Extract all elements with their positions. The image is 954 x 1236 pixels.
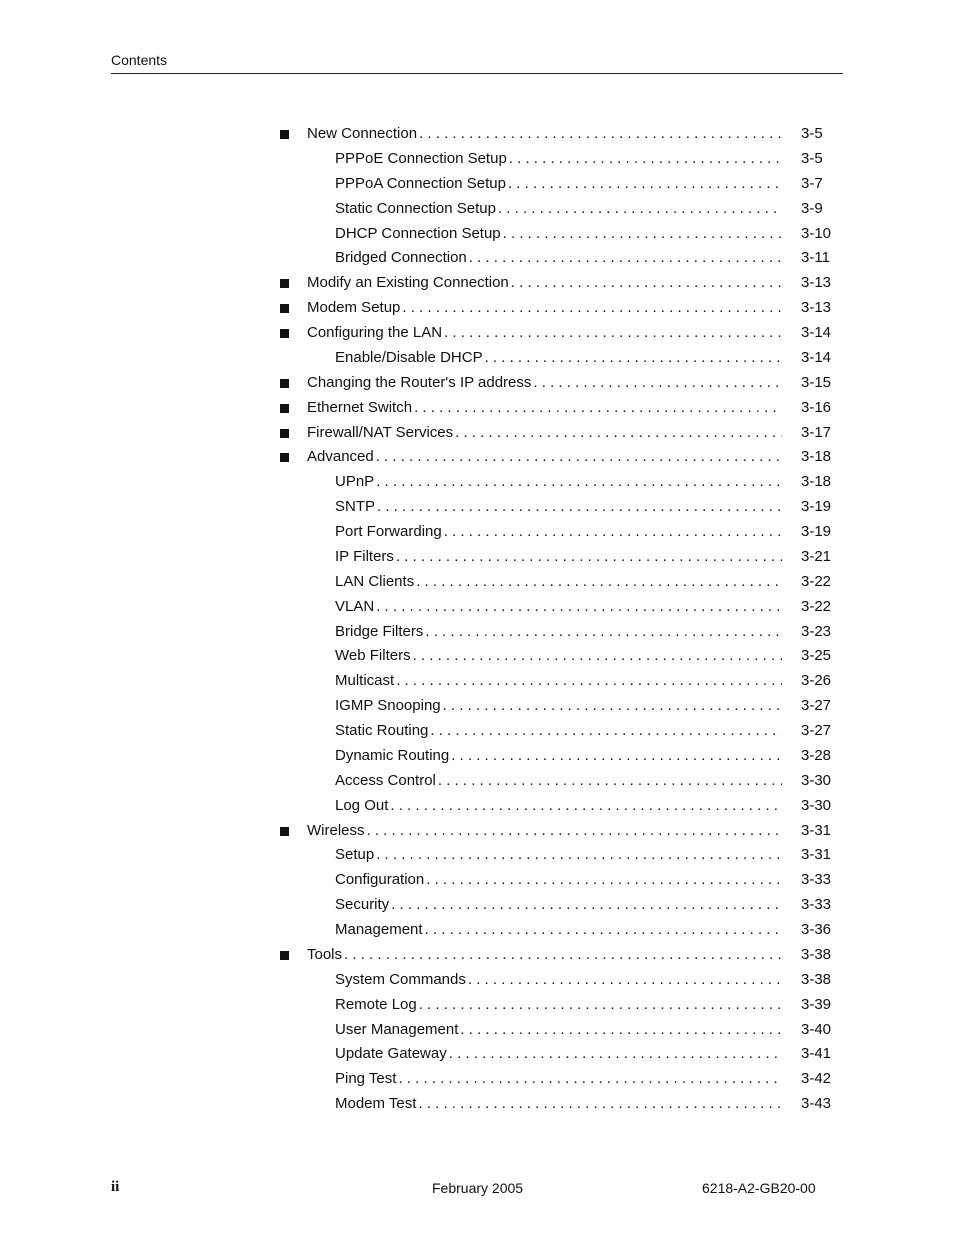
dot-leader	[417, 125, 782, 142]
toc-entry-title: Remote Log	[335, 995, 417, 1013]
toc-entry[interactable]	[0, 371, 954, 396]
toc-entry-text	[335, 498, 782, 518]
dot-leader	[509, 274, 782, 291]
table-of-contents	[0, 122, 954, 1117]
toc-page-number: 3-17	[801, 423, 832, 441]
toc-entry[interactable]	[0, 421, 954, 446]
toc-entry-title: SNTP	[335, 498, 376, 516]
toc-entry-title: Configuration	[335, 871, 425, 889]
toc-entry-title: UPnP	[335, 473, 375, 491]
toc-entry-title: Modify an Existing Connection	[307, 274, 509, 292]
toc-page-number: 3-41	[801, 1045, 832, 1063]
toc-entry-text	[335, 473, 782, 493]
toc-entry[interactable]	[0, 1067, 954, 1092]
toc-page-number: 3-43	[801, 1095, 832, 1113]
toc-entry[interactable]	[0, 495, 954, 520]
dot-leader	[342, 946, 782, 963]
toc-page-number: 3-38	[801, 945, 832, 963]
toc-entry-title: Ethernet Switch	[307, 398, 413, 416]
toc-entry[interactable]	[0, 172, 954, 197]
toc-entry-text	[335, 797, 782, 817]
dot-leader	[466, 971, 782, 988]
toc-page-number: 3-19	[801, 523, 832, 540]
dot-leader	[412, 399, 782, 416]
toc-entry[interactable]	[0, 968, 954, 993]
toc-entry-text	[335, 1070, 782, 1090]
toc-page-number: 3-30	[801, 771, 832, 789]
toc-entry[interactable]	[0, 445, 954, 470]
toc-page-number: 3-13	[801, 274, 832, 292]
toc-entry-text	[335, 1021, 782, 1041]
dot-leader	[414, 573, 782, 590]
toc-page-number: 3-40	[801, 1020, 832, 1038]
toc-entry[interactable]	[0, 545, 954, 570]
dot-leader	[506, 175, 782, 192]
dot-leader	[453, 424, 782, 441]
toc-entry-text	[335, 697, 782, 717]
toc-page-number: 3-21	[801, 547, 832, 565]
toc-entry[interactable]	[0, 694, 954, 719]
toc-entry-text	[307, 299, 782, 319]
dot-leader	[441, 697, 782, 714]
toc-entry-text	[335, 722, 782, 742]
toc-entry-text	[335, 996, 782, 1016]
toc-page-number: 3-19	[801, 498, 832, 516]
toc-entry-text	[335, 523, 782, 543]
toc-entry-text	[335, 647, 782, 667]
footer-page-number: ii	[111, 1179, 120, 1195]
toc-entry-title: Changing the Router's IP address	[307, 373, 532, 391]
toc-entry-title: PPPoE Connection Setup	[335, 149, 507, 167]
dot-leader	[416, 1095, 782, 1112]
toc-page-number: 3-33	[801, 871, 832, 889]
footer-doc-id: 6218-A2-GB20-00	[702, 1180, 816, 1196]
toc-entry-text	[335, 349, 782, 369]
toc-entry-title: System Commands	[335, 970, 466, 988]
dot-leader	[396, 1070, 782, 1087]
toc-page-number: 3-36	[801, 921, 832, 938]
toc-entry-text	[335, 598, 782, 618]
toc-entry-title: Access Control	[335, 771, 436, 789]
dot-leader	[442, 324, 782, 341]
toc-entry-text	[335, 1045, 782, 1065]
toc-entry[interactable]	[0, 520, 954, 545]
toc-page-number: 3-5	[801, 125, 823, 142]
toc-page-number: 3-27	[801, 697, 832, 715]
toc-page-number: 3-22	[801, 597, 832, 615]
toc-entry[interactable]	[0, 271, 954, 296]
toc-page-number: 3-28	[801, 746, 832, 764]
toc-entry[interactable]	[0, 595, 954, 620]
dot-leader	[374, 846, 782, 863]
toc-page-number: 3-39	[801, 995, 832, 1013]
toc-entry-title: Wireless	[307, 821, 365, 839]
dot-leader	[375, 498, 782, 515]
dot-leader	[388, 797, 782, 814]
toc-entry-title: Static Routing	[335, 722, 429, 739]
toc-entry-title: Modem Test	[335, 1095, 417, 1113]
toc-entry-title: Bridge Filters	[335, 622, 424, 640]
square-bullet-icon	[280, 329, 289, 338]
toc-entry-title: New Connection	[307, 125, 418, 142]
toc-entry[interactable]	[0, 321, 954, 346]
dot-leader	[447, 1045, 782, 1062]
toc-entry-text	[335, 772, 782, 792]
toc-page-number: 3-33	[801, 896, 832, 914]
footer-date: February 2005	[432, 1180, 524, 1196]
toc-page-number: 3-31	[801, 846, 832, 864]
dot-leader	[467, 249, 782, 266]
toc-page-number: 3-7	[801, 174, 823, 192]
dot-leader	[442, 523, 782, 540]
toc-entry-title: Ping Test	[335, 1070, 397, 1088]
header-rule	[111, 73, 843, 74]
toc-page-number: 3-31	[801, 821, 832, 839]
toc-entry-title: Web Filters	[335, 647, 411, 665]
toc-entry-title: Modem Setup	[307, 299, 401, 317]
toc-page-number: 3-14	[801, 324, 832, 341]
toc-page-number: 3-18	[801, 448, 832, 466]
toc-entry[interactable]	[0, 570, 954, 595]
toc-entry-text	[335, 175, 782, 195]
toc-entry-text	[335, 971, 782, 991]
toc-entry-text	[307, 274, 782, 294]
toc-entry-title: LAN Clients	[335, 572, 415, 590]
toc-entry-text	[335, 225, 782, 245]
dot-leader	[424, 871, 782, 888]
toc-entry-title: Security	[335, 896, 390, 914]
toc-entry-text	[335, 672, 782, 692]
toc-entry-title: DHCP Connection Setup	[335, 224, 501, 242]
page-header-title: Contents	[111, 52, 168, 68]
toc-entry-title: Configuring the LAN	[307, 324, 443, 341]
dot-leader	[458, 1021, 782, 1038]
toc-entry-text	[335, 150, 782, 170]
dot-leader	[374, 598, 782, 615]
toc-page-number: 3-38	[801, 970, 832, 988]
toc-entry-text	[335, 871, 782, 891]
toc-entry-text	[307, 946, 782, 966]
toc-entry-title: User Management	[335, 1020, 459, 1038]
toc-entry-text	[335, 846, 782, 866]
dot-leader	[394, 672, 782, 689]
toc-entry-title: IGMP Snooping	[335, 697, 441, 715]
toc-entry-title: Dynamic Routing	[335, 746, 450, 764]
dot-leader	[417, 996, 782, 1013]
toc-page-number: 3-18	[801, 473, 832, 491]
square-bullet-icon	[280, 379, 289, 388]
dot-leader	[531, 374, 782, 391]
toc-entry-title: Static Connection Setup	[335, 199, 496, 217]
toc-entry[interactable]	[0, 644, 954, 669]
toc-entry[interactable]	[0, 396, 954, 421]
dot-leader	[436, 772, 782, 789]
dot-leader	[423, 921, 782, 938]
dot-leader	[374, 448, 782, 465]
toc-entry[interactable]	[0, 346, 954, 371]
toc-entry[interactable]	[0, 769, 954, 794]
toc-entry-title: Enable/Disable DHCP	[335, 348, 483, 366]
toc-entry-text	[335, 249, 782, 269]
toc-entry-title: Management	[335, 921, 423, 938]
toc-entry[interactable]	[0, 1042, 954, 1067]
square-bullet-icon	[280, 453, 289, 462]
toc-page-number: 3-25	[801, 647, 832, 665]
toc-entry[interactable]	[0, 147, 954, 172]
toc-entry[interactable]	[0, 918, 954, 943]
toc-entry[interactable]	[0, 122, 954, 147]
toc-entry-title: Setup	[335, 846, 375, 864]
dot-leader	[496, 200, 782, 217]
toc-entry[interactable]	[0, 669, 954, 694]
dot-leader	[501, 225, 782, 242]
toc-entry[interactable]	[0, 470, 954, 495]
toc-entry-text	[335, 747, 782, 767]
dot-leader	[389, 896, 782, 913]
dot-leader	[507, 150, 782, 167]
toc-entry[interactable]	[0, 744, 954, 769]
toc-entry-title: Tools	[307, 945, 343, 963]
dot-leader	[449, 747, 782, 764]
toc-entry-text	[307, 424, 782, 444]
toc-page-number: 3-16	[801, 398, 832, 416]
toc-entry-title: Update Gateway	[335, 1045, 447, 1063]
toc-entry-text	[307, 822, 782, 842]
toc-entry-text	[335, 200, 782, 220]
square-bullet-icon	[280, 404, 289, 413]
toc-entry-title: Multicast	[335, 672, 395, 690]
dot-leader	[394, 548, 782, 565]
toc-page-number: 3-23	[801, 622, 832, 640]
toc-entry-title: Advanced	[307, 448, 374, 466]
square-bullet-icon	[280, 429, 289, 438]
toc-page-number: 3-14	[801, 348, 832, 366]
toc-entry-text	[335, 573, 782, 593]
square-bullet-icon	[280, 279, 289, 288]
square-bullet-icon	[280, 304, 289, 313]
toc-entry[interactable]	[0, 222, 954, 247]
toc-entry[interactable]	[0, 1018, 954, 1043]
toc-entry[interactable]	[0, 819, 954, 844]
toc-entry-title: Port Forwarding	[335, 523, 442, 540]
dot-leader	[483, 349, 782, 366]
toc-entry-title: Bridged Connection	[335, 249, 467, 267]
toc-page-number: 3-26	[801, 672, 832, 690]
toc-page-number: 3-22	[801, 572, 832, 590]
dot-leader	[400, 299, 782, 316]
dot-leader	[374, 473, 782, 490]
dot-leader	[411, 647, 782, 664]
toc-entry-text	[307, 374, 782, 394]
square-bullet-icon	[280, 951, 289, 960]
toc-entry-text	[335, 896, 782, 916]
toc-page-number: 3-13	[801, 299, 832, 317]
toc-entry[interactable]	[0, 893, 954, 918]
toc-entry[interactable]	[0, 620, 954, 645]
toc-entry-text	[335, 1095, 782, 1115]
dot-leader	[365, 822, 782, 839]
toc-entry[interactable]	[0, 993, 954, 1018]
square-bullet-icon	[280, 130, 289, 139]
toc-entry-text	[307, 399, 782, 419]
toc-entry[interactable]	[0, 1092, 954, 1117]
toc-entry-text	[307, 324, 782, 344]
toc-page-number: 3-10	[801, 224, 832, 242]
dot-leader	[423, 623, 782, 640]
square-bullet-icon	[280, 827, 289, 836]
toc-page-number: 3-11	[801, 249, 830, 267]
toc-entry[interactable]	[0, 296, 954, 321]
toc-entry[interactable]	[0, 868, 954, 893]
toc-entry-text	[335, 921, 782, 941]
toc-page-number: 3-27	[801, 722, 832, 739]
toc-entry[interactable]	[0, 843, 954, 868]
toc-entry-title: PPPoA Connection Setup	[335, 174, 506, 192]
toc-entry[interactable]	[0, 246, 954, 271]
toc-entry[interactable]	[0, 719, 954, 744]
toc-entry-text	[307, 125, 782, 145]
toc-entry[interactable]	[0, 794, 954, 819]
toc-entry-title: IP Filters	[335, 547, 394, 565]
toc-entry-text	[335, 623, 782, 643]
toc-entry-text	[335, 548, 782, 568]
toc-entry-title: Firewall/NAT Services	[307, 423, 454, 441]
toc-page-number: 3-15	[801, 373, 832, 391]
toc-entry[interactable]	[0, 943, 954, 968]
toc-page-number: 3-42	[801, 1070, 832, 1088]
toc-entry-title: VLAN	[335, 597, 375, 615]
toc-entry-text	[307, 448, 782, 468]
toc-page-number: 3-5	[801, 149, 823, 167]
dot-leader	[428, 722, 782, 739]
toc-page-number: 3-30	[801, 796, 832, 814]
toc-entry[interactable]	[0, 197, 954, 222]
toc-page-number: 3-9	[801, 199, 823, 217]
toc-entry-title: Log Out	[335, 796, 389, 814]
